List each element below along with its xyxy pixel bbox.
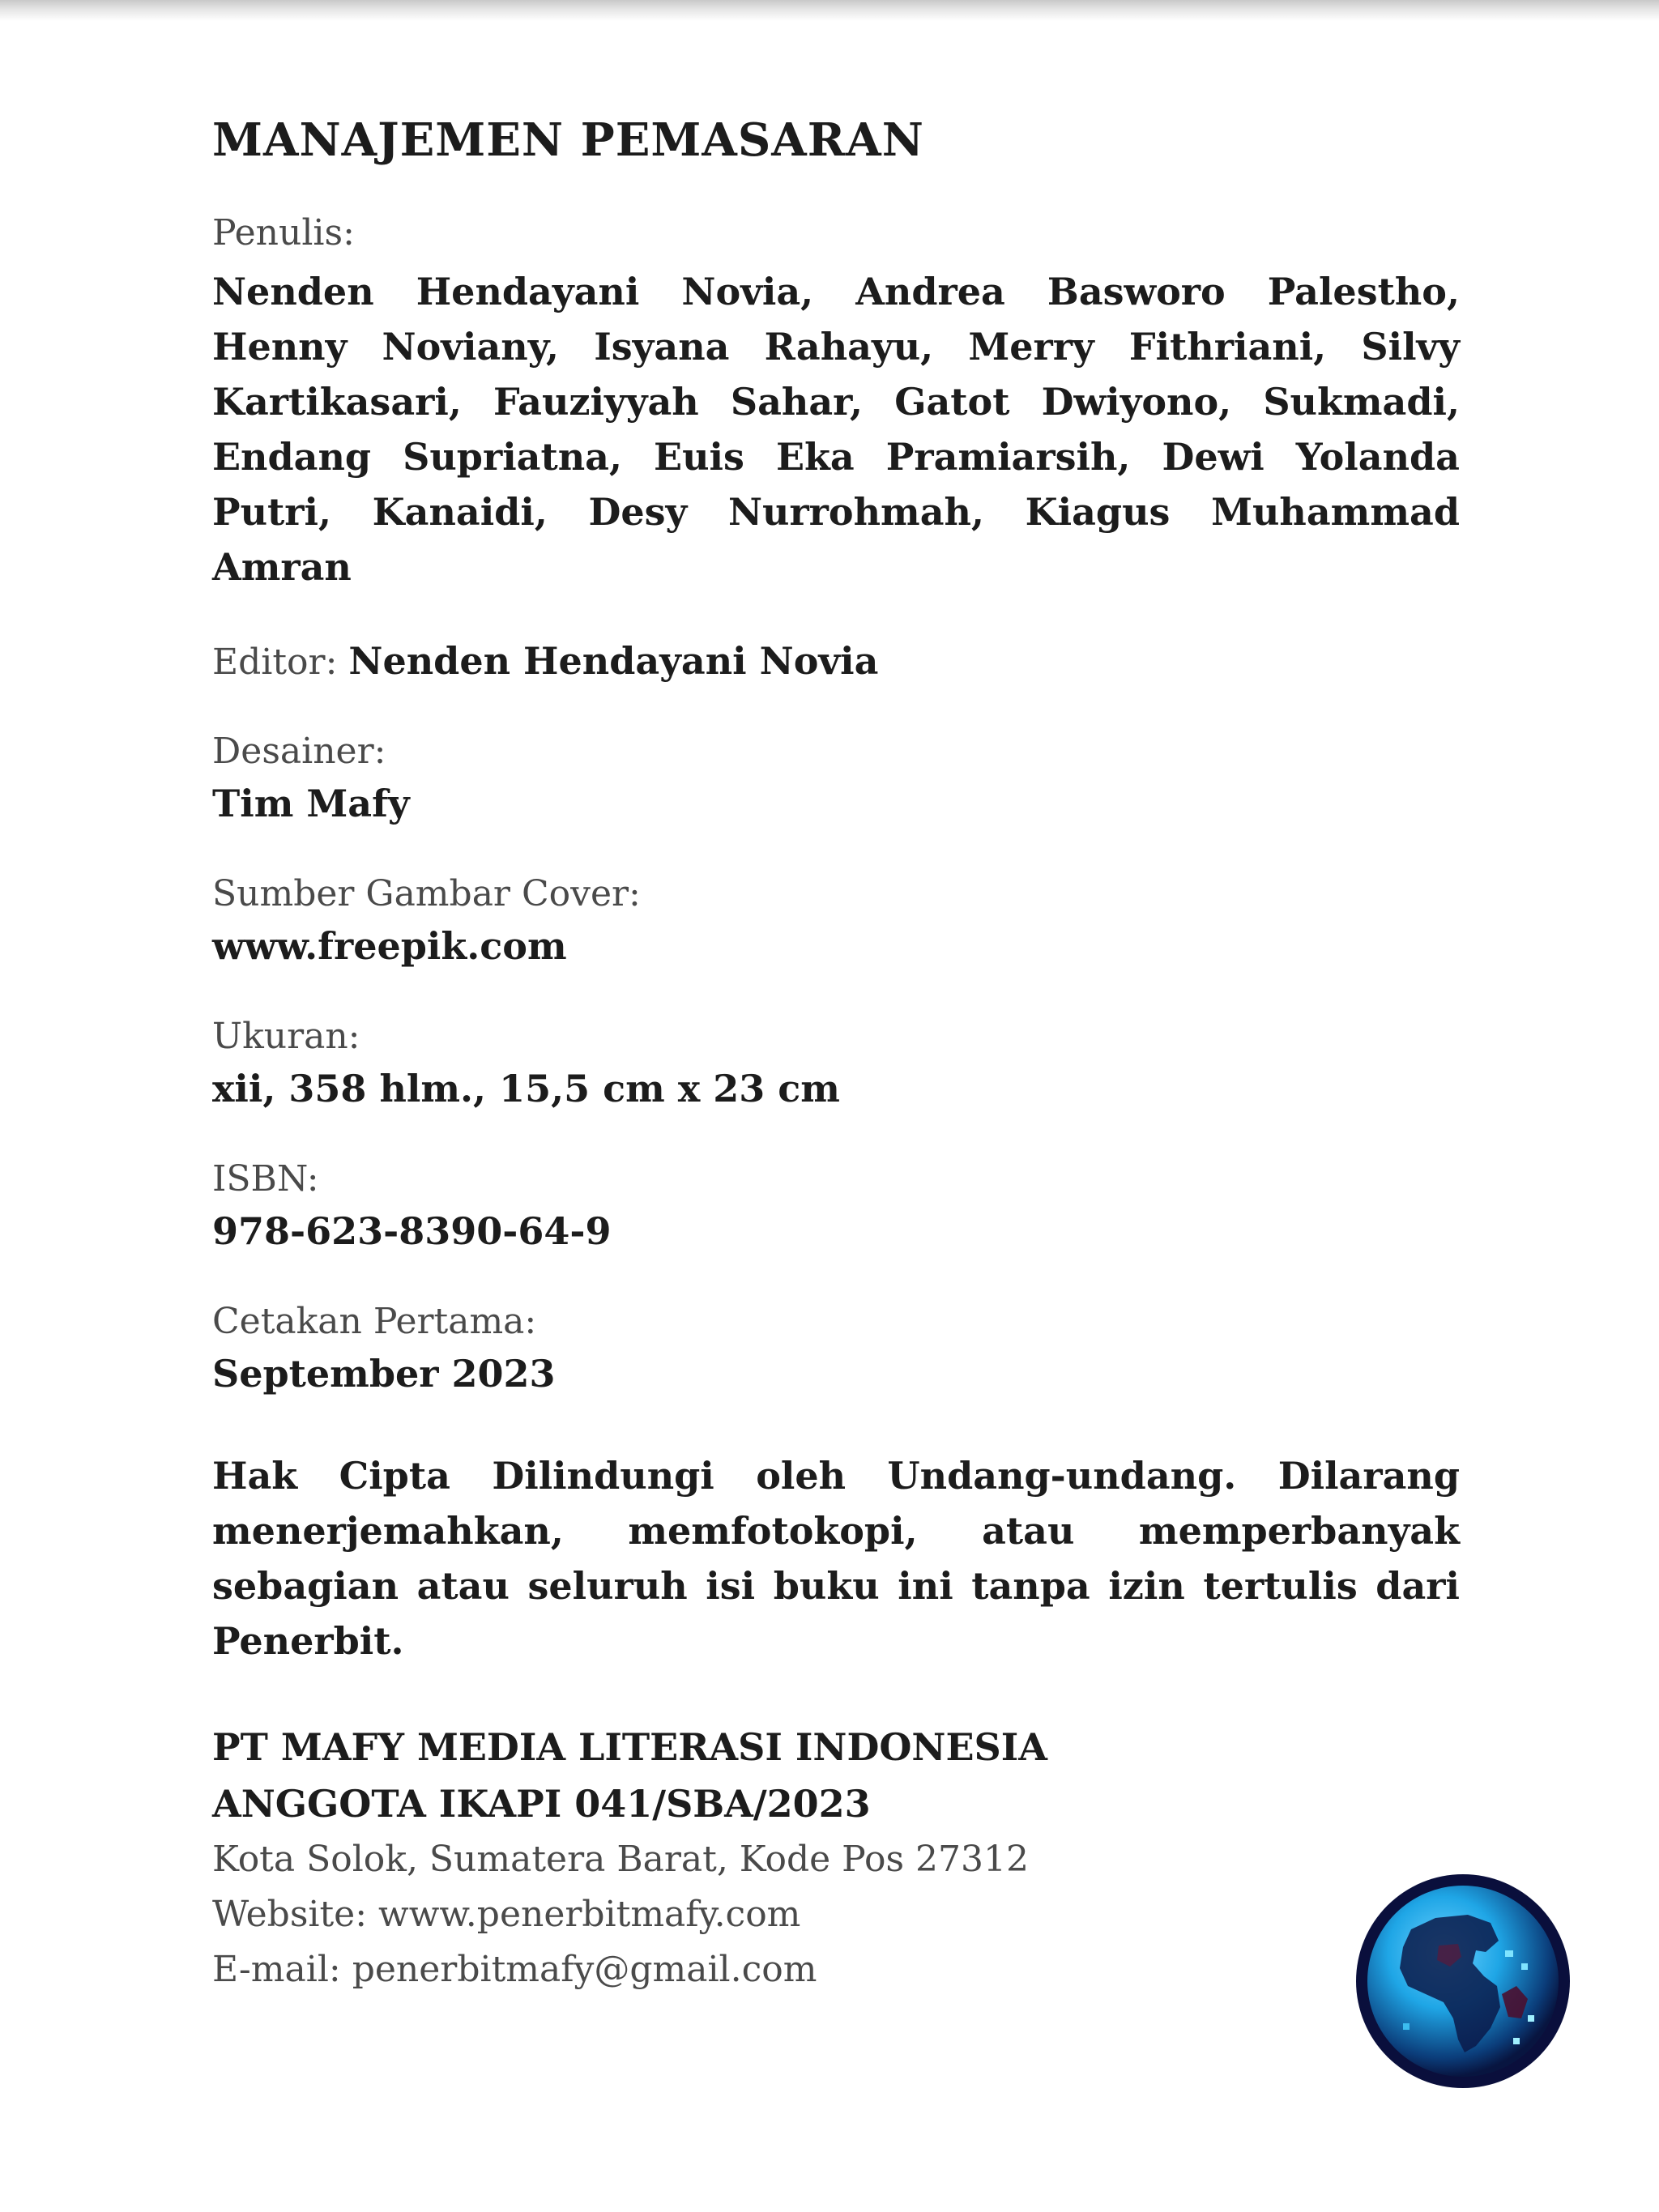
isbn-value: 978-623-8390-64-9 [212, 1209, 612, 1253]
top-shadow [0, 0, 1659, 21]
designer-label: Desainer: [212, 731, 386, 772]
publisher-section [212, 1719, 1460, 1997]
globe-pixel [1505, 1950, 1513, 1957]
publisher-membership: ANGGOTA IKAPI 041/SBA/2023 [212, 1782, 871, 1826]
cover-source-section [212, 870, 1460, 974]
publisher-address: Kota Solok, Sumatera Barat, Kode Pos 27312 [212, 1839, 1030, 1880]
authors-list: Nenden Hendayani Novia, Andrea Basworo Palestho, Henny Noviany, Isyana Rahayu, Merry Fithriani, Silvy Kartikasari, Fauziyyah Sahar, Gatot Dwiyono, Sukmadi, Endang Supriatna, Euis Eka Pramiarsih, Dewi Yolanda Putri, Kanaidi, Desy Nurrohmah, Kiagus Muhammad Amran [212, 270, 1460, 589]
globe-pixel [1513, 2038, 1520, 2044]
size-label: Ukuran: [212, 1016, 360, 1057]
editor-name: Nenden Hendayani Novia [348, 639, 879, 683]
authors-label: Penulis: [212, 212, 355, 254]
isbn-label: ISBN: [212, 1158, 319, 1200]
editor-section [212, 633, 1460, 688]
globe-pixel [1403, 2023, 1410, 2030]
first-print-section [212, 1298, 1460, 1401]
designer-name: Tim Mafy [212, 782, 410, 825]
isbn-section [212, 1155, 1460, 1259]
globe-icon [1354, 1873, 1572, 2090]
size-section [212, 1012, 1460, 1116]
copyright-notice: Hak Cipta Dilindungi oleh Undang-undang. Dilarang menerjemahkan, memfotokopi, atau memperbanyak sebagian atau seluruh isi buku ini tanpa izin tertulis dari Penerbit. [212, 1454, 1460, 1663]
globe-pixel [1528, 2015, 1534, 2022]
globe-pixel [1521, 1963, 1528, 1970]
first-print-value: September 2023 [212, 1352, 556, 1396]
authors-section [212, 209, 1460, 595]
globe-logo-svg [1354, 1873, 1572, 2090]
cover-source-label: Sumber Gambar Cover: [212, 873, 641, 914]
copyright-page [212, 113, 1460, 1997]
publisher-email: E-mail: penerbitmafy@gmail.com [212, 1949, 817, 1990]
editor-line [212, 633, 1460, 688]
designer-section [212, 727, 1460, 831]
publisher-website: Website: www.penerbitmafy.com [212, 1894, 801, 1935]
first-print-label: Cetakan Pertama: [212, 1301, 537, 1342]
editor-label: Editor: [212, 641, 338, 683]
cover-source-value: www.freepik.com [212, 924, 567, 968]
publisher-name: PT MAFY MEDIA LITERASI INDONESIA [212, 1725, 1047, 1769]
book-title: MANAJEMEN PEMASARAN [212, 113, 924, 167]
size-value: xii, 358 hlm., 15,5 cm x 23 cm [212, 1067, 840, 1110]
